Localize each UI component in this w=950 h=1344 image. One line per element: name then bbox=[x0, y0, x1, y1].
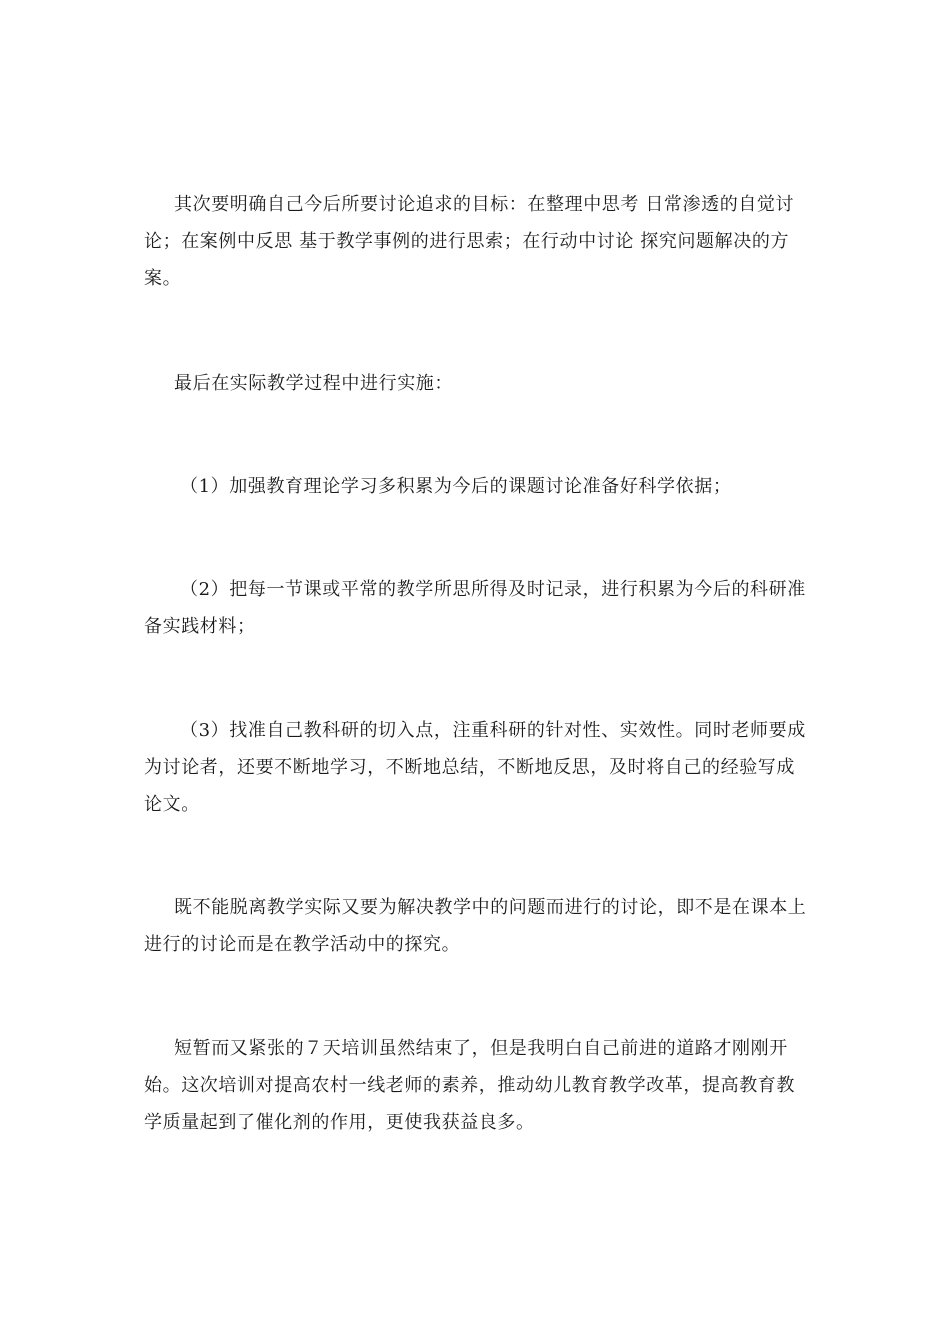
paragraph-goals: 其次要明确自己今后所要讨论追求的目标：在整理中思考 日常渗透的自觉讨论；在案例中反思 基于教学事例的进行思索；在行动中讨论 探究问题解决的方案。 bbox=[144, 194, 795, 289]
paragraph-item-1: （1）加强教育理论学习多积累为今后的课题讨论准备好科学依据； bbox=[180, 476, 732, 497]
paragraph-conclusion: 短暂而又紧张的７天培训虽然结束了，但是我明白自己前进的道路才刚刚开始。这次培训对提高农村一线老师的素养，推动幼儿教育教学改革，提高教育教学质量起到了催化剂的作用，更使我获益良多。 bbox=[144, 1038, 795, 1133]
paragraph-item-3: （3）找准自己教科研的切入点，注重科研的针对性、实效性。同时老师要成为讨论者，还要不断地学习，不断地总结，不断地反思，及时将自己的经验写成论文。 bbox=[144, 720, 806, 815]
paragraph-research-focus: 既不能脱离教学实际又要为解决教学中的问题而进行的讨论，即不是在课本上进行的讨论而是在教学活动中的探究。 bbox=[144, 897, 807, 955]
paragraph-item-2: （2）把每一节课或平常的教学所思所得及时记录，进行积累为今后的科研准备实践材料； bbox=[144, 579, 806, 637]
paragraph-implementation-intro: 最后在实际教学过程中进行实施： bbox=[174, 373, 453, 394]
